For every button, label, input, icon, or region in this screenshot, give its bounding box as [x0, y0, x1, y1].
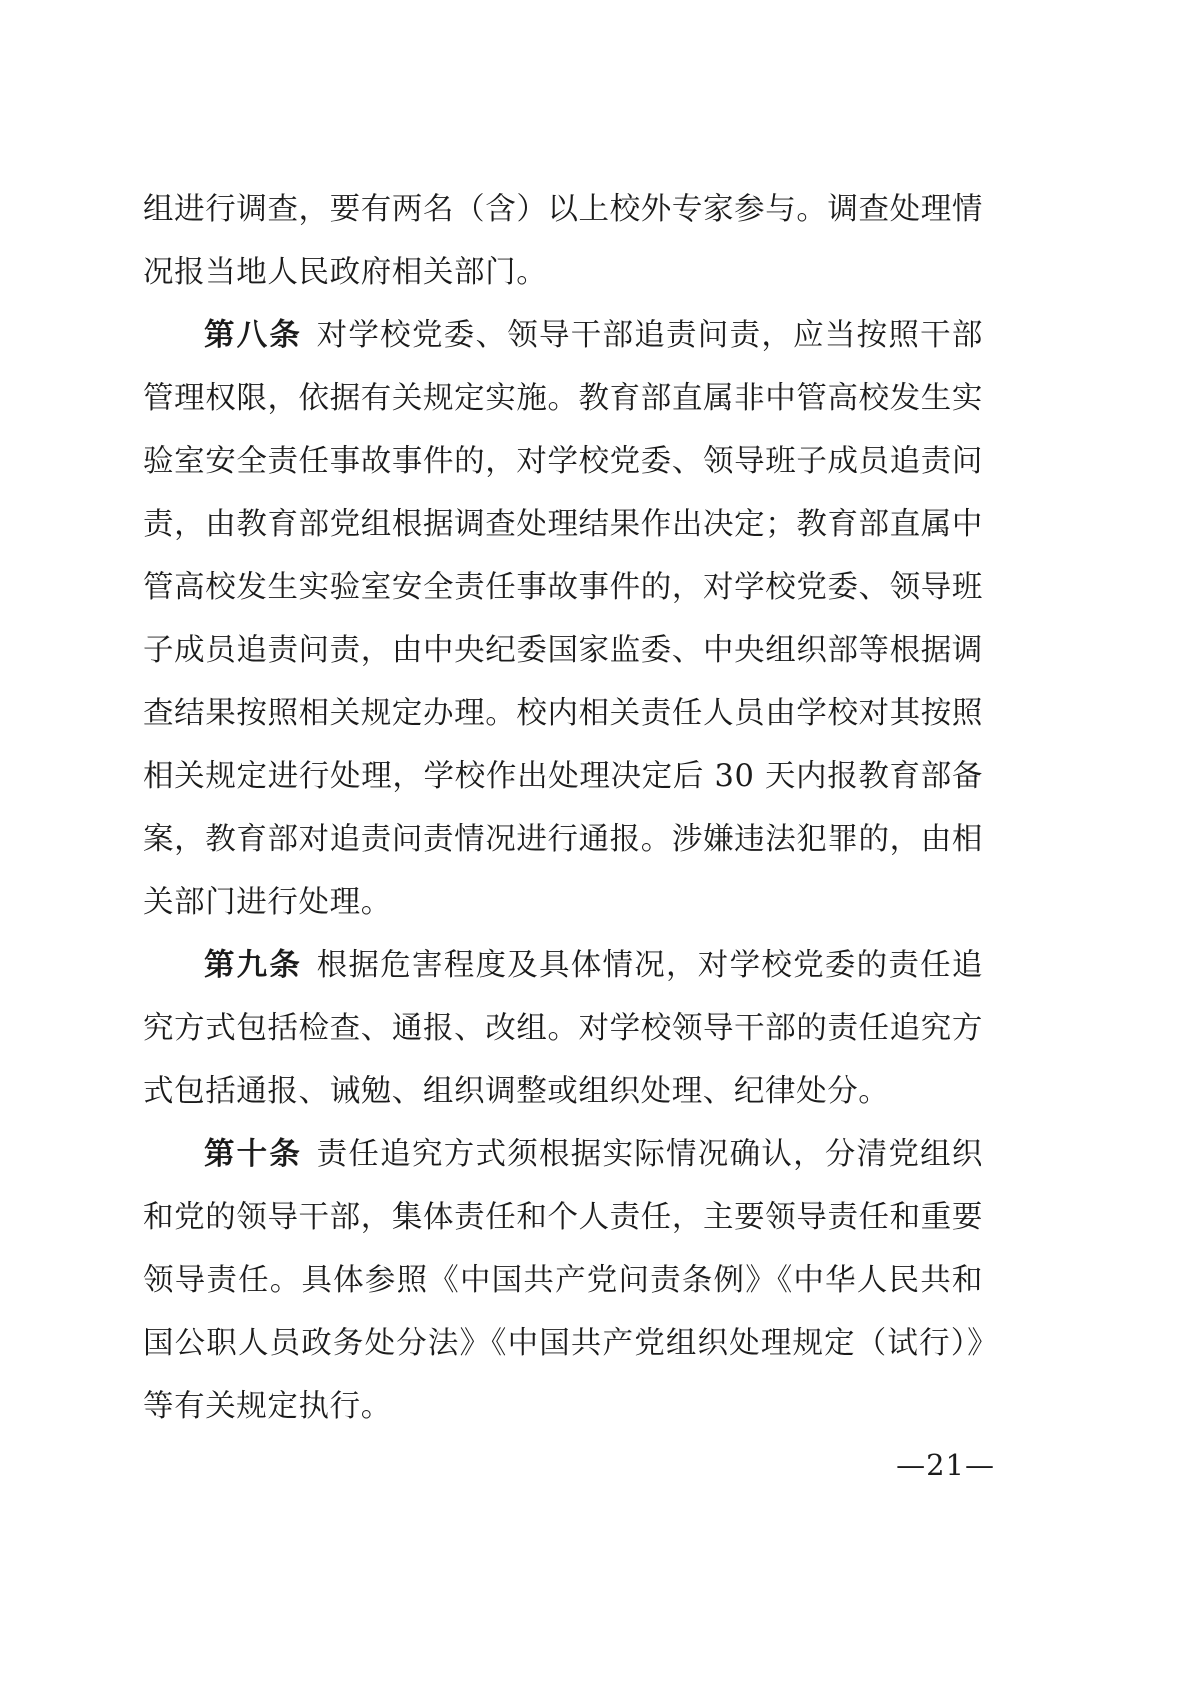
- paragraph-article-10: [143, 1123, 983, 1438]
- paragraph-text: 对学校党委、领导干部追责问责，应当按照干部管理权限，依据有关规定实施。教育部直属非中管高校发生实验室安全责任事故事件的，对学校党委、领导班子成员追责问责，由教育部党组根据调查处理结果作出决定；教育部直属中管高校发生实验室安全责任事故事件的，对学校党委、领导班子成员追责问责，由中央纪委国家监委、中央组织部等根据调查结果按照相关规定办理。校内相关责任人员由学校对其按照相关规定进行处理，学校作出处理决定后 30 天内报教育部备案，教育部对追责问责情况进行通报。涉嫌违法犯罪的，由相关部门进行处理。: [143, 318, 984, 920]
- paragraph-article-8: [143, 304, 983, 934]
- page-number: —21—: [896, 1448, 995, 1482]
- paragraph-text: 责任追究方式须根据实际情况确认，分清党组织和党的领导干部，集体责任和个人责任，主要领导责任和重要领导责任。具体参照《中国共产党问责条例》《中华人民共和国公职人员政务处分法》《中国共产党组织处理规定（试行）》等有关规定执行。: [143, 1137, 984, 1424]
- document-body: [143, 178, 983, 1438]
- article-label: 第十条: [204, 1136, 302, 1172]
- article-label: 第八条: [204, 317, 302, 353]
- paragraph-text: 根据危害程度及具体情况，对学校党委的责任追究方式包括检查、通报、改组。对学校领导干部的责任追究方式包括通报、诫勉、组织调整或组织处理、纪律处分。: [143, 948, 984, 1109]
- article-label: 第九条: [204, 947, 302, 983]
- paragraph-article-9: [143, 934, 983, 1123]
- paragraph-continuation: [143, 178, 983, 304]
- paragraph-text: 组进行调查，要有两名（含）以上校外专家参与。调查处理情况报当地人民政府相关部门。: [143, 192, 983, 290]
